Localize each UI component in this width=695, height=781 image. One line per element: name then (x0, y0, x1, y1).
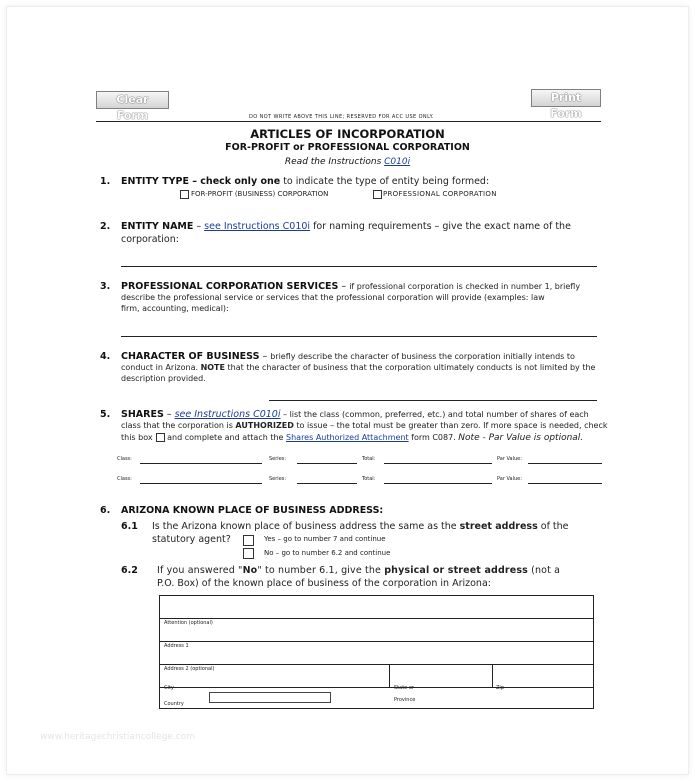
address-row-divider-1 (159, 618, 594, 619)
character-text-2 (121, 363, 595, 372)
zip-label: Zip (496, 685, 504, 691)
more-space-checkbox[interactable] (156, 433, 165, 442)
address2-label: Address 2 (optional) (164, 666, 215, 672)
yes-checkbox[interactable] (243, 535, 254, 546)
professional-checkbox[interactable] (373, 190, 382, 199)
print-form-button[interactable]: Print Form (531, 89, 601, 107)
class-label-1: Class: (117, 456, 132, 462)
address-row-divider-2 (159, 641, 594, 642)
services-field[interactable] (121, 336, 597, 337)
character-text-3: description provided. (121, 374, 206, 383)
forprofit-label: FOR-PROFIT (BUSINESS) CORPORATION (191, 190, 329, 198)
section-6-number: 6. (100, 505, 111, 516)
character-field[interactable] (269, 400, 597, 401)
section-4-heading (121, 351, 575, 362)
form-title: ARTICLES OF INCORPORATION (250, 127, 445, 141)
class-label-2: Class: (117, 476, 132, 482)
q62-text-2: P.O. Box) of the known place of business of the corporation in Arizona: (157, 578, 491, 589)
state-label: State or (394, 685, 414, 691)
address2-input[interactable] (160, 673, 593, 686)
province-label: Province (394, 697, 416, 703)
entity-name-text-2: corporation: (121, 234, 179, 245)
entity-name-dash: – (193, 221, 205, 232)
par-label-2: Par Value: (497, 476, 522, 482)
instructions-link[interactable]: C010i (384, 157, 411, 167)
section-1-number: 1. (100, 176, 111, 187)
read-instructions-text: Read the Instructions (284, 157, 385, 167)
no-checkbox[interactable] (243, 548, 254, 559)
reserved-note: DO NOT WRITE ABOVE THIS LINE; RESERVED FOR ACC USE ONLY. (249, 114, 435, 120)
services-text-3: firm, accounting, medical): (121, 304, 229, 313)
section-2-instructions-link[interactable]: see Instructions C010i (204, 221, 311, 232)
class-field-2[interactable] (140, 483, 262, 484)
character-text: briefly describe the character of business the corporation initially intends to (270, 352, 575, 361)
total-field-1[interactable] (384, 463, 492, 464)
shares-dash: – (163, 409, 175, 420)
series-field-1[interactable] (297, 463, 357, 464)
q62-text (157, 565, 560, 576)
q61-text (152, 521, 569, 532)
section-2-heading (121, 221, 571, 232)
yes-label: Yes – go to number 7 and continue (264, 535, 386, 543)
q62-physical-address: physical or street address (384, 565, 528, 576)
shares-text-3 (121, 433, 583, 443)
shares-text: – list the class (common, preferred, etc.) and total number of shares of each (280, 410, 589, 419)
q62-text-a: If you answered " (157, 565, 243, 576)
services-label: PROFESSIONAL CORPORATION SERVICES (121, 281, 339, 292)
section-5-number: 5. (100, 409, 111, 420)
section-6-heading: ARIZONA KNOWN PLACE OF BUSINESS ADDRESS: (121, 505, 384, 516)
character-dash: – (259, 351, 271, 362)
par-field-2[interactable] (528, 483, 602, 484)
character-text-2b: that the character of business that the corporation ultimately conducts is not limited by the (224, 363, 596, 372)
q61-number: 6.1 (121, 521, 138, 532)
character-label: CHARACTER OF BUSINESS (121, 351, 260, 362)
services-text: if professional corporation is checked in number 1, briefly (349, 282, 581, 291)
shares-attachment-link[interactable]: Shares Authorized Attachment (286, 433, 409, 442)
q61-street-address: street address (459, 521, 538, 532)
par-value-note: Note - Par Value is optional. (458, 433, 584, 443)
class-field-1[interactable] (140, 463, 262, 464)
total-label-2: Total: (362, 476, 376, 482)
entity-type-text: to indicate the type of entity being formed: (280, 176, 490, 187)
total-label-1: Total: (362, 456, 376, 462)
clear-form-button[interactable]: Clear Form (96, 91, 169, 109)
shares-text-2a: class that the corporation is (121, 421, 236, 430)
professional-label: PROFESSIONAL CORPORATION (383, 190, 497, 198)
address-row-divider-3 (159, 664, 594, 665)
q62-no: No (242, 565, 258, 576)
entity-name-field[interactable] (121, 266, 597, 267)
reserved-divider (96, 121, 601, 122)
total-field-2[interactable] (384, 483, 492, 484)
services-dash: – (338, 281, 350, 292)
shares-text-3c: form C087. (408, 433, 459, 442)
address1-label: Address 1 (164, 643, 189, 649)
shares-label: SHARES (121, 409, 164, 420)
country-input[interactable] (209, 692, 331, 703)
address1-input[interactable] (160, 650, 593, 663)
entity-type-label: ENTITY TYPE – check only one (121, 176, 281, 187)
shares-text-2b: to issue – the total must be greater than zero. If more space is needed, check (293, 421, 608, 430)
series-label-1: Series: (269, 456, 287, 462)
series-field-2[interactable] (297, 483, 357, 484)
q62-text-c: (not a (527, 565, 561, 576)
shares-text-2 (121, 421, 608, 430)
par-label-1: Par Value: (497, 456, 522, 462)
series-label-2: Series: (269, 476, 287, 482)
q61-text-b: of the (537, 521, 569, 532)
section-5-instructions-link[interactable]: see Instructions C010i (174, 409, 281, 420)
section-3-number: 3. (100, 281, 111, 292)
q62-text-b: " to number 6.1, give the (257, 565, 385, 576)
attention-label: Attention (optional) (164, 620, 213, 626)
form-subtitle: FOR-PROFIT or PROFESSIONAL CORPORATION (225, 142, 470, 153)
character-text-2a: conduct in Arizona. (121, 363, 201, 372)
attention-input[interactable] (160, 627, 593, 640)
section-3-heading (121, 281, 580, 292)
read-instructions (0, 157, 695, 167)
entity-name-text: for naming requirements – give the exact name of the (310, 221, 571, 232)
q62-number: 6.2 (121, 565, 138, 576)
character-note: NOTE (200, 363, 225, 372)
entity-name-label: ENTITY NAME (121, 221, 194, 232)
watermark-text: www.heritagechristiancollege.com (40, 732, 195, 742)
section-2-number: 2. (100, 221, 111, 232)
shares-authorized: AUTHORIZED (235, 421, 294, 430)
forprofit-checkbox[interactable] (180, 190, 189, 199)
par-field-1[interactable] (528, 463, 602, 464)
country-label: Country (164, 701, 184, 707)
shares-text-3a: this box (121, 433, 153, 442)
no-label: No – go to number 6.2 and continue (264, 549, 391, 557)
q61-text-a: Is the Arizona known place of business address the same as the (152, 521, 460, 532)
q61-text-2: statutory agent? (152, 534, 231, 545)
services-text-2: describe the professional service or services that the professional corporation will provide (examples: law (121, 293, 545, 302)
shares-text-3b: and complete and attach the (164, 433, 287, 442)
section-5-heading (121, 409, 589, 420)
address-row-divider-4 (159, 687, 594, 688)
section-4-number: 4. (100, 351, 111, 362)
section-1-heading (121, 176, 489, 187)
city-label: City (164, 685, 174, 691)
